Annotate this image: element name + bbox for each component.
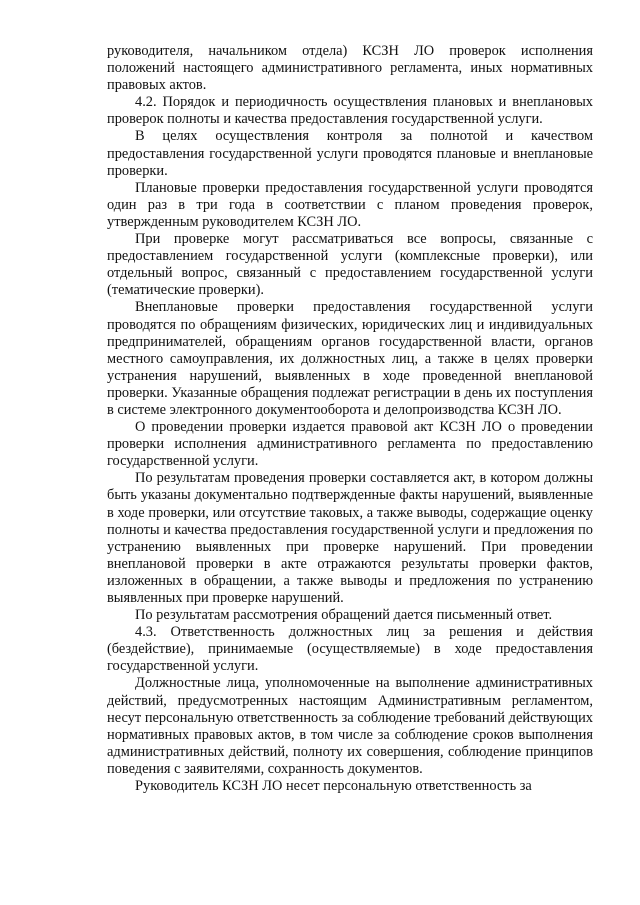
paragraph-12: Руководитель КСЗН ЛО несет персональную ответственность за <box>135 778 532 795</box>
paragraph-8: По результатам проведения проверки составляется акт, в котором должны быть указаны документально подтвержденные факты нарушений, выявленные в ходе проверки, или отсутствие таковых, а также выводы, содержащие оценку полноты и качества предоставления государственной услуги и предложения по устранению выявленных при проверке нарушений. При проведении внеплановой проверки в акте отражаются результаты проверки фактов, изложенных в обращении, а также выводы и предложения по устранению выявленных при проверке нарушений. <box>107 470 593 606</box>
paragraph-4: Плановые проверки предоставления государственной услуги проводятся один раз в три года в соответствии с планом проведения проверок, утвержденным руководителем КСЗН ЛО. <box>107 179 593 230</box>
paragraph-11: Должностные лица, уполномоченные на выполнение административных действий, предусмотренных настоящим Административным регламентом, несут персональную ответственность за соблюдение требований действующих нормативных правовых актов, в том числе за соблюдение сроков выполнения административных действий, полноту их совершения, соблюдение принципов поведения с заявителями, сохранность документов. <box>107 675 593 777</box>
paragraph-3: В целях осуществления контроля за полнотой и качеством предоставления государственной услуги проводятся плановые и внеплановые проверки. <box>107 128 593 179</box>
document-page <box>107 43 593 795</box>
paragraph-9: По результатам рассмотрения обращений дается письменный ответ. <box>135 607 553 624</box>
paragraph-7: О проведении проверки издается правовой акт КСЗН ЛО о проведении проверки исполнения административного регламента по предоставлению государственной услуги. <box>107 419 593 470</box>
paragraph-section-4-3: 4.3. Ответственность должностных лиц за решения и действия (бездействие), принимаемые (осуществляемые) в ходе предоставления государственной услуги. <box>107 624 593 675</box>
paragraph-5: При проверке могут рассматриваться все вопросы, связанные с предоставлением государственной услуги (комплексные проверки), или отдельный вопрос, связанный с предоставлением государственной услуги (тематические проверки). <box>107 231 593 299</box>
paragraph-section-4-2: 4.2. Порядок и периодичность осуществления плановых и внеплановых проверок полноты и качества предоставления государственной услуги. <box>107 94 593 128</box>
paragraph-1: руководителя, начальником отдела) КСЗН ЛО проверок исполнения положений настоящего административного регламента, иных нормативных правовых актов. <box>107 43 593 94</box>
paragraph-6: Внеплановые проверки предоставления государственной услуги проводятся по обращениям физических, юридических лиц и индивидуальных предпринимателей, обращениям органов государственной власти, органов местного самоуправления, их должностных лиц, а также в целях проверки устранения нарушений, выявленных в ходе проведенной внеплановой проверки. Указанные обращения подлежат регистрации в день их поступления в системе электронного документооборота и делопроизводства КСЗН ЛО. <box>107 299 593 418</box>
